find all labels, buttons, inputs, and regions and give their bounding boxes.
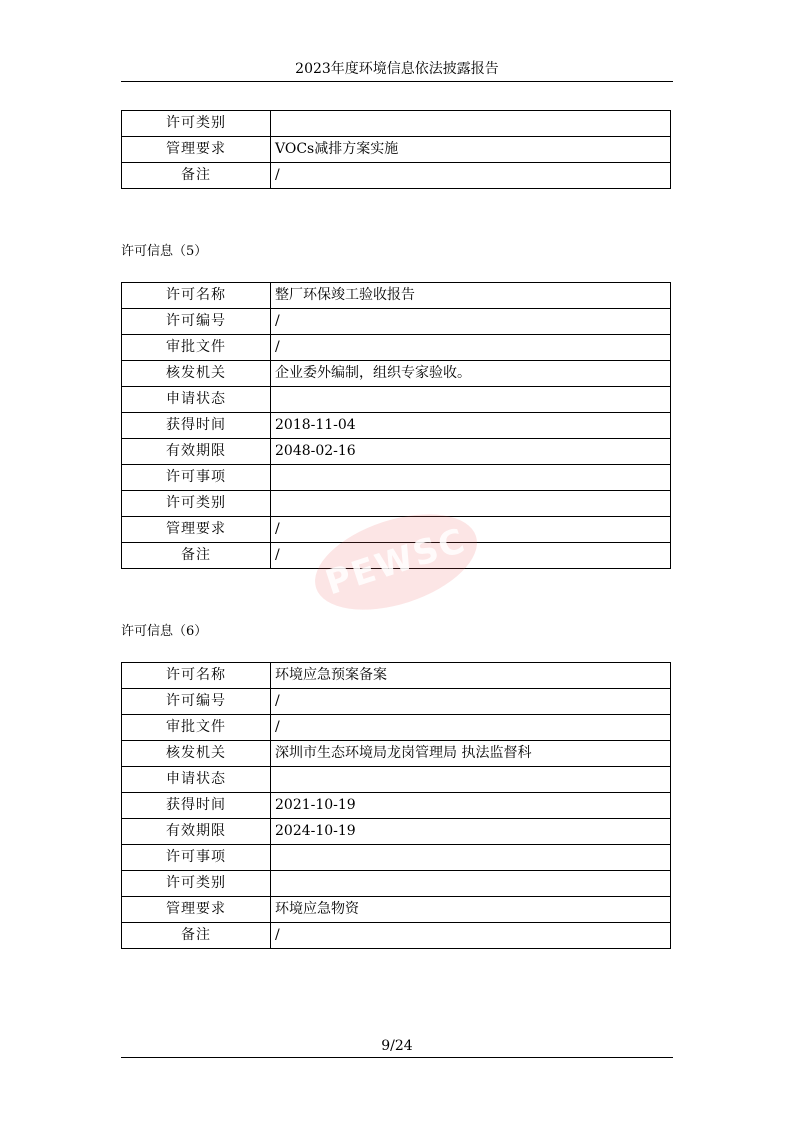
- row-label: 备注: [122, 923, 271, 949]
- row-label: 获得时间: [122, 413, 271, 439]
- table-row: [122, 741, 671, 767]
- table-row: [122, 491, 671, 517]
- table-row: [122, 111, 671, 137]
- row-value: VOCs减排方案实施: [271, 137, 671, 163]
- table-row: [122, 663, 671, 689]
- table-row: [122, 689, 671, 715]
- row-value: 2024-10-19: [271, 819, 671, 845]
- row-label: 管理要求: [122, 517, 271, 543]
- row-label: 管理要求: [122, 137, 271, 163]
- table-row: [122, 309, 671, 335]
- row-label: 许可事项: [122, 465, 271, 491]
- table-row: [122, 923, 671, 949]
- table-row: [122, 283, 671, 309]
- row-value: [271, 465, 671, 491]
- row-label: 许可编号: [122, 309, 271, 335]
- row-label: 申请状态: [122, 387, 271, 413]
- row-label: 许可编号: [122, 689, 271, 715]
- row-label: 核发机关: [122, 741, 271, 767]
- table-row: [122, 439, 671, 465]
- table-row: [122, 335, 671, 361]
- table-row: [122, 361, 671, 387]
- table-row: [122, 845, 671, 871]
- row-label: 管理要求: [122, 897, 271, 923]
- row-label: 许可类别: [122, 871, 271, 897]
- row-label: 许可名称: [122, 283, 271, 309]
- row-label: 核发机关: [122, 361, 271, 387]
- row-label: 许可类别: [122, 111, 271, 137]
- row-label: 备注: [122, 163, 271, 189]
- row-value: 整厂环保竣工验收报告: [271, 283, 671, 309]
- page-number: 9/24: [381, 1038, 413, 1054]
- table-row: [122, 465, 671, 491]
- row-value: /: [271, 923, 671, 949]
- row-value: [271, 387, 671, 413]
- section-5-title: 许可信息（5）: [121, 244, 208, 259]
- row-value: 环境应急物资: [271, 897, 671, 923]
- row-value: 企业委外编制，组织专家验收。: [271, 361, 671, 387]
- table-row: [122, 767, 671, 793]
- row-value: 2048-02-16: [271, 439, 671, 465]
- section-6-title: 许可信息（6）: [121, 624, 208, 639]
- row-label: 备注: [122, 543, 271, 569]
- table-row: [122, 793, 671, 819]
- table-row: [122, 137, 671, 163]
- table-row: [122, 897, 671, 923]
- row-value: /: [271, 335, 671, 361]
- row-label: 申请状态: [122, 767, 271, 793]
- row-value: /: [271, 715, 671, 741]
- row-value: [271, 111, 671, 137]
- permit-table-6: [121, 662, 671, 949]
- row-value: [271, 491, 671, 517]
- table-row: [122, 715, 671, 741]
- row-value: /: [271, 543, 671, 569]
- row-label: 有效期限: [122, 439, 271, 465]
- row-label: 许可名称: [122, 663, 271, 689]
- row-value: 2021-10-19: [271, 793, 671, 819]
- table-row: [122, 163, 671, 189]
- table-row: [122, 871, 671, 897]
- table-row: [122, 819, 671, 845]
- row-label: 许可事项: [122, 845, 271, 871]
- row-value: /: [271, 309, 671, 335]
- row-value: [271, 767, 671, 793]
- header-divider: [121, 81, 673, 82]
- page-header-title: 2023年度环境信息依法披露报告: [295, 61, 499, 77]
- row-label: 审批文件: [122, 715, 271, 741]
- watermark-text: PEWSC: [320, 520, 472, 604]
- row-value: [271, 845, 671, 871]
- row-value: [271, 871, 671, 897]
- row-label: 有效期限: [122, 819, 271, 845]
- permit-table-prev: [121, 110, 671, 189]
- row-value: 环境应急预案备案: [271, 663, 671, 689]
- row-value: 深圳市生态环境局龙岗管理局 执法监督科: [271, 741, 671, 767]
- row-label: 许可类别: [122, 491, 271, 517]
- row-value: 2018-11-04: [271, 413, 671, 439]
- row-value: /: [271, 163, 671, 189]
- row-label: 审批文件: [122, 335, 271, 361]
- row-value: /: [271, 689, 671, 715]
- row-value: /: [271, 517, 671, 543]
- footer-divider: [121, 1057, 673, 1058]
- table-row: [122, 413, 671, 439]
- table-row: [122, 387, 671, 413]
- row-label: 获得时间: [122, 793, 271, 819]
